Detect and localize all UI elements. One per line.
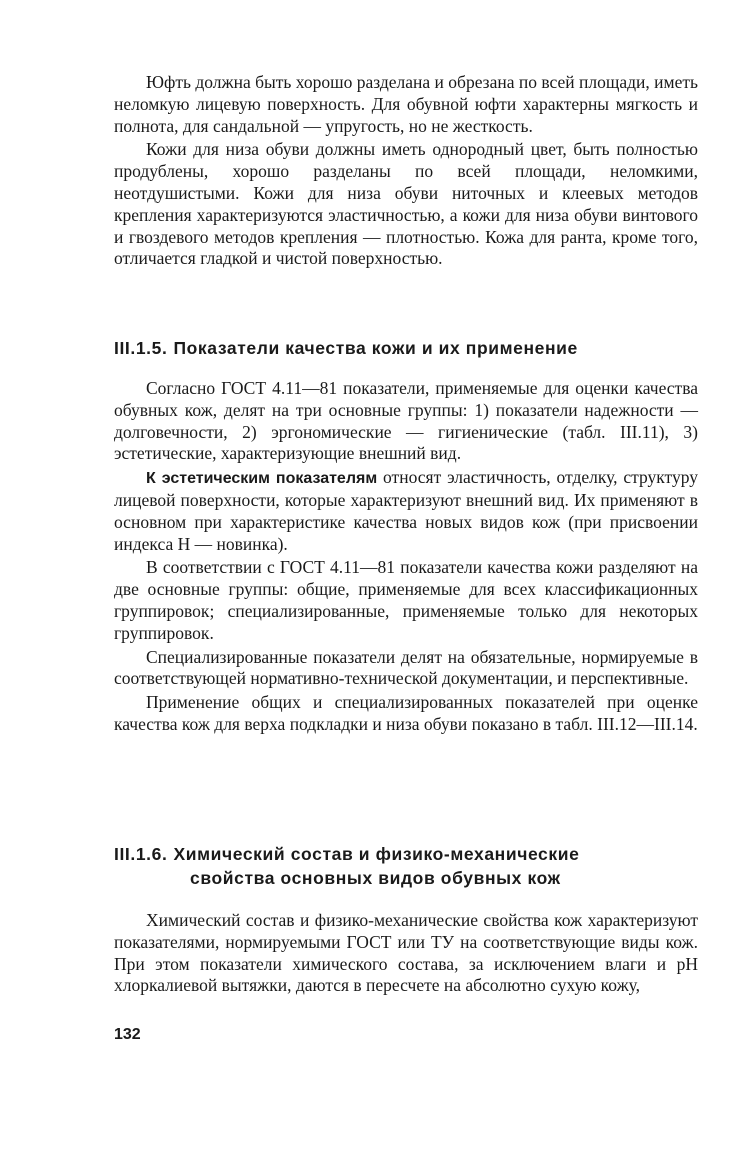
section-title: Показатели качества кожи и их применение <box>173 338 578 358</box>
section-heading-quality <box>114 338 704 359</box>
paragraph-chemical: Химический состав и физико-механические свойства кож характеризуют показателями, нормируемыми ГОСТ или ТУ на соответствующие виды кож. При этом показатели химического состава, за исключением влаги и pH хлоркалиевой вытяжки, даются в пересчете на абсолютно сухую кожу, <box>114 910 698 996</box>
text-block-bottom <box>114 910 698 997</box>
text-block-middle <box>114 378 698 736</box>
section-title-line2: свойства основных видов обувных кож <box>190 868 561 888</box>
paragraph-aesthetic-rest: относят эластичность, отделку, структуру лицевой поверхности, которые характеризуют внешний вид. Их применяют в основном при характеристике качества новых видов кож (при присвоении индекса Н — новинка). <box>114 467 698 554</box>
paragraph-gost-groups: Согласно ГОСТ 4.11—81 показатели, применяемые для оценки качества обувных кож, делят на три основные группы: 1) показатели надежности — долговечности, 2) эргономические — гигиенические (табл. III.11), 3) эстетические, характеризующие внешний вид. <box>114 378 698 464</box>
section-heading-chemical <box>114 842 704 890</box>
page-number: 132 <box>114 1026 141 1043</box>
bold-lead-text: К эстетическим показателям <box>146 470 378 488</box>
paragraph-application: Применение общих и специализированных показателей при оценке качества кож для верха подкладки и низа обуви показано в табл. III.12—III.14. <box>114 692 698 734</box>
paragraph-specialized: Специализированные показатели делят на обязательные, нормируемые в соответствующей нормативно-технической документации, и перспективные. <box>114 646 698 689</box>
section-title-line1: Химический состав и физико-механические <box>173 844 580 864</box>
paragraph-yuft: Юфть должна быть хорошо разделана и обрезана по всей площади, иметь неломкую лицевую поверхность. Для обувной юфти характерны мягкость и полнота, для сандальной — упругость, но не жесткость. <box>114 72 698 136</box>
section-number: III.1.5. <box>114 338 168 358</box>
paragraph-sole-leather: Кожи для низа обуви должны иметь однородный цвет, быть полностью продублены, хорошо разделаны по всей площади, неломкими, неотдушистыми. Кожи для низа обуви ниточных и клеевых методов крепления характеризуются эластичностью, а кожи для низа обуви винтового и гвоздевого методов крепления — плотностью. Кожа для ранта, кроме того, отличается гладкой и чистой поверхностью. <box>114 139 698 269</box>
paragraph-aesthetic <box>114 467 698 555</box>
section-number: III.1.6. <box>114 844 168 864</box>
paragraph-two-groups: В соответствии с ГОСТ 4.11—81 показатели качества кожи разделяют на две основные группы: общие, применяемые для всех классификационных группировок; специализированные, применяемые только для некоторых группировок. <box>114 557 698 643</box>
text-block-top <box>114 72 698 270</box>
